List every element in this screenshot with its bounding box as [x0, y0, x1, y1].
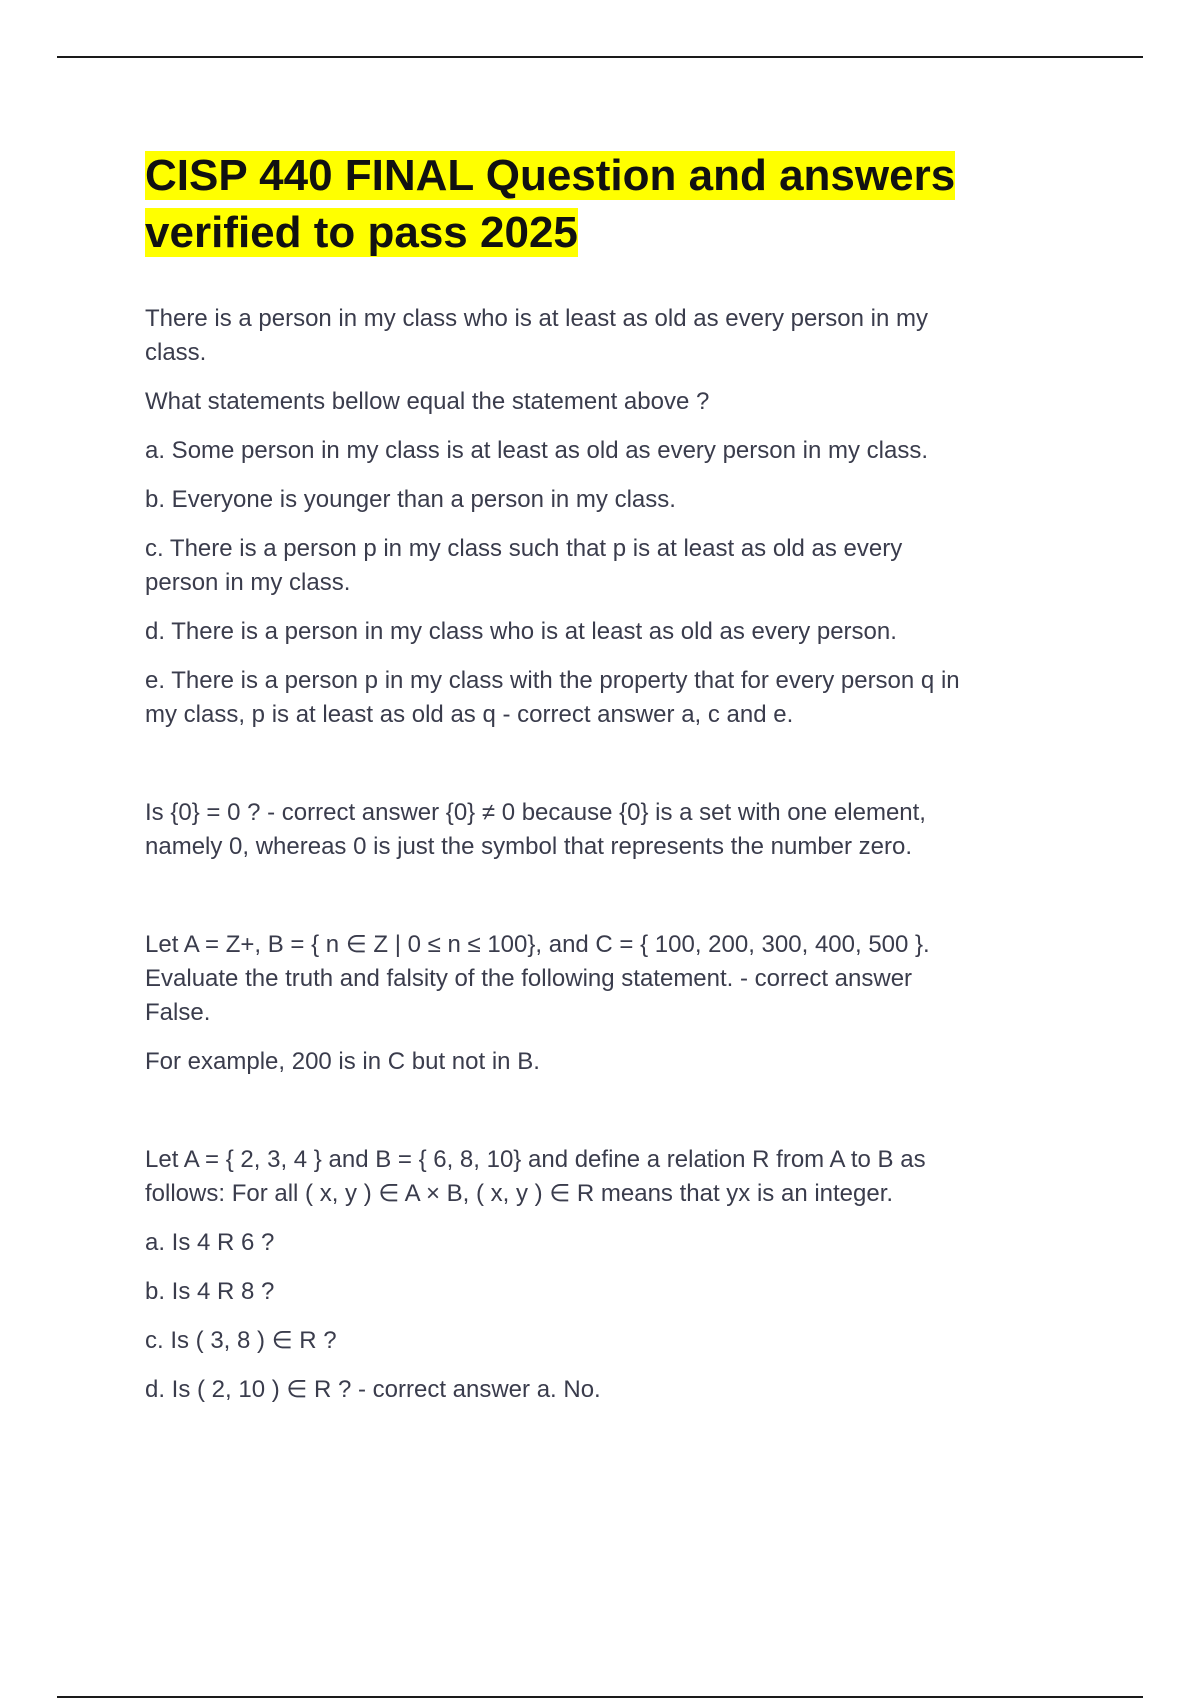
title-line-2: verified to pass 2025 — [145, 208, 578, 257]
question-1-option-a: a. Some person in my class is at least as old as every person in my class. — [145, 437, 928, 464]
question-3-text: Let A = Z+, B = { n ∈ Z | 0 ≤ n ≤ 100}, and C = { 100, 200, 300, 400, 500 }. Evaluate the truth and falsity of the following statement. - correct answer False. — [145, 931, 930, 1026]
bottom-rule — [57, 1696, 1143, 1698]
document-title — [145, 147, 1095, 261]
question-4 — [145, 1143, 1095, 1407]
question-4-part-a: a. Is 4 R 6 ? — [145, 1229, 275, 1256]
question-3-example: For example, 200 is in C but not in B. — [145, 1048, 540, 1075]
question-1-prompt: What statements bellow equal the statement above ? — [145, 388, 710, 415]
question-1-option-b: b. Everyone is younger than a person in my class. — [145, 486, 676, 513]
question-4-part-d: d. Is ( 2, 10 ) ∈ R ? - correct answer a. No. — [145, 1376, 601, 1403]
question-4-part-b: b. Is 4 R 8 ? — [145, 1278, 275, 1305]
question-1-option-c: c. There is a person p in my class such that p is at least as old as every person in my class. — [145, 535, 903, 596]
question-4-stem: Let A = { 2, 3, 4 } and B = { 6, 8, 10} and define a relation R from A to B as follows: For all ( x, y ) ∈ A × B, ( x, y ) ∈ R means that yx is an integer. — [145, 1146, 926, 1207]
question-1 — [145, 302, 1095, 732]
top-rule — [57, 56, 1143, 58]
question-1-stem: There is a person in my class who is at least as old as every person in my class. — [145, 305, 928, 366]
question-3 — [145, 928, 1095, 1079]
question-4-part-c: c. Is ( 3, 8 ) ∈ R ? — [145, 1327, 337, 1354]
title-line-1: CISP 440 FINAL Question and answers — [145, 151, 956, 200]
question-2-text: Is {0} = 0 ? - correct answer {0} ≠ 0 because {0} is a set with one element, namely 0, whereas 0 is just the symbol that represents the number zero. — [145, 799, 926, 860]
question-1-option-e: e. There is a person p in my class with the property that for every person q in my class, p is at least as old as q - correct answer a, c and e. — [145, 667, 960, 728]
question-2 — [145, 796, 1095, 864]
page-content — [145, 147, 1095, 1422]
question-1-option-d: d. There is a person in my class who is at least as old as every person. — [145, 618, 897, 645]
